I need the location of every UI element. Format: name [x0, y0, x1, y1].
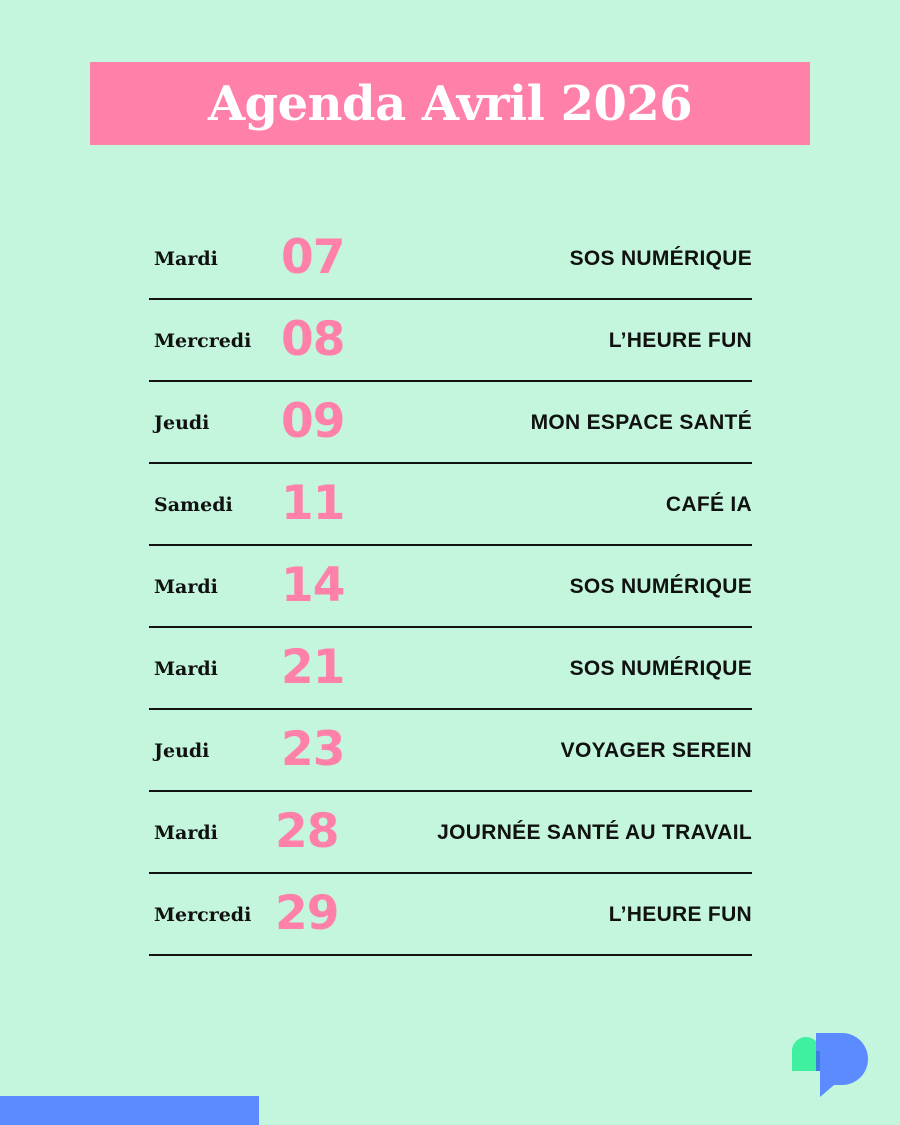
title-banner	[90, 62, 810, 145]
agenda-date: 21	[281, 640, 345, 695]
agenda-date: 23	[281, 722, 345, 777]
agenda-event: JOURNÉE SANTÉ AU TRAVAIL	[437, 821, 752, 844]
agenda-row	[149, 382, 752, 464]
agenda-event: L’HEURE FUN	[608, 903, 752, 926]
agenda-row	[149, 546, 752, 628]
agenda-event: L’HEURE FUN	[608, 329, 752, 352]
agenda-date: 08	[281, 312, 345, 367]
speech-bubble-logo-icon	[790, 1031, 870, 1097]
agenda-event: SOS NUMÉRIQUE	[569, 575, 752, 598]
agenda-list	[149, 218, 752, 956]
agenda-day: Jeudi	[154, 412, 210, 434]
agenda-date: 11	[281, 476, 345, 531]
agenda-row	[149, 874, 752, 956]
agenda-date: 09	[281, 394, 345, 449]
page-title: Agenda Avril 2026	[207, 75, 693, 132]
agenda-row	[149, 464, 752, 546]
agenda-row	[149, 300, 752, 382]
agenda-row	[149, 710, 752, 792]
agenda-day: Mercredi	[154, 904, 252, 926]
agenda-event: CAFÉ IA	[665, 493, 752, 516]
agenda-day: Samedi	[154, 494, 233, 516]
agenda-day: Mercredi	[154, 330, 252, 352]
agenda-event: MON ESPACE SANTÉ	[530, 411, 752, 434]
agenda-day: Jeudi	[154, 740, 210, 762]
agenda-date: 28	[275, 804, 339, 859]
footer-accent-bar	[0, 1096, 259, 1125]
agenda-day: Mardi	[154, 658, 218, 680]
agenda-date: 29	[275, 886, 339, 941]
agenda-event: SOS NUMÉRIQUE	[569, 247, 752, 270]
agenda-date: 07	[281, 230, 345, 285]
agenda-row	[149, 218, 752, 300]
agenda-event: SOS NUMÉRIQUE	[569, 657, 752, 680]
agenda-event: VOYAGER SEREIN	[560, 739, 752, 762]
agenda-day: Mardi	[154, 576, 218, 598]
agenda-row	[149, 628, 752, 710]
agenda-day: Mardi	[154, 248, 218, 270]
agenda-day: Mardi	[154, 822, 218, 844]
agenda-row	[149, 792, 752, 874]
agenda-date: 14	[281, 558, 345, 613]
